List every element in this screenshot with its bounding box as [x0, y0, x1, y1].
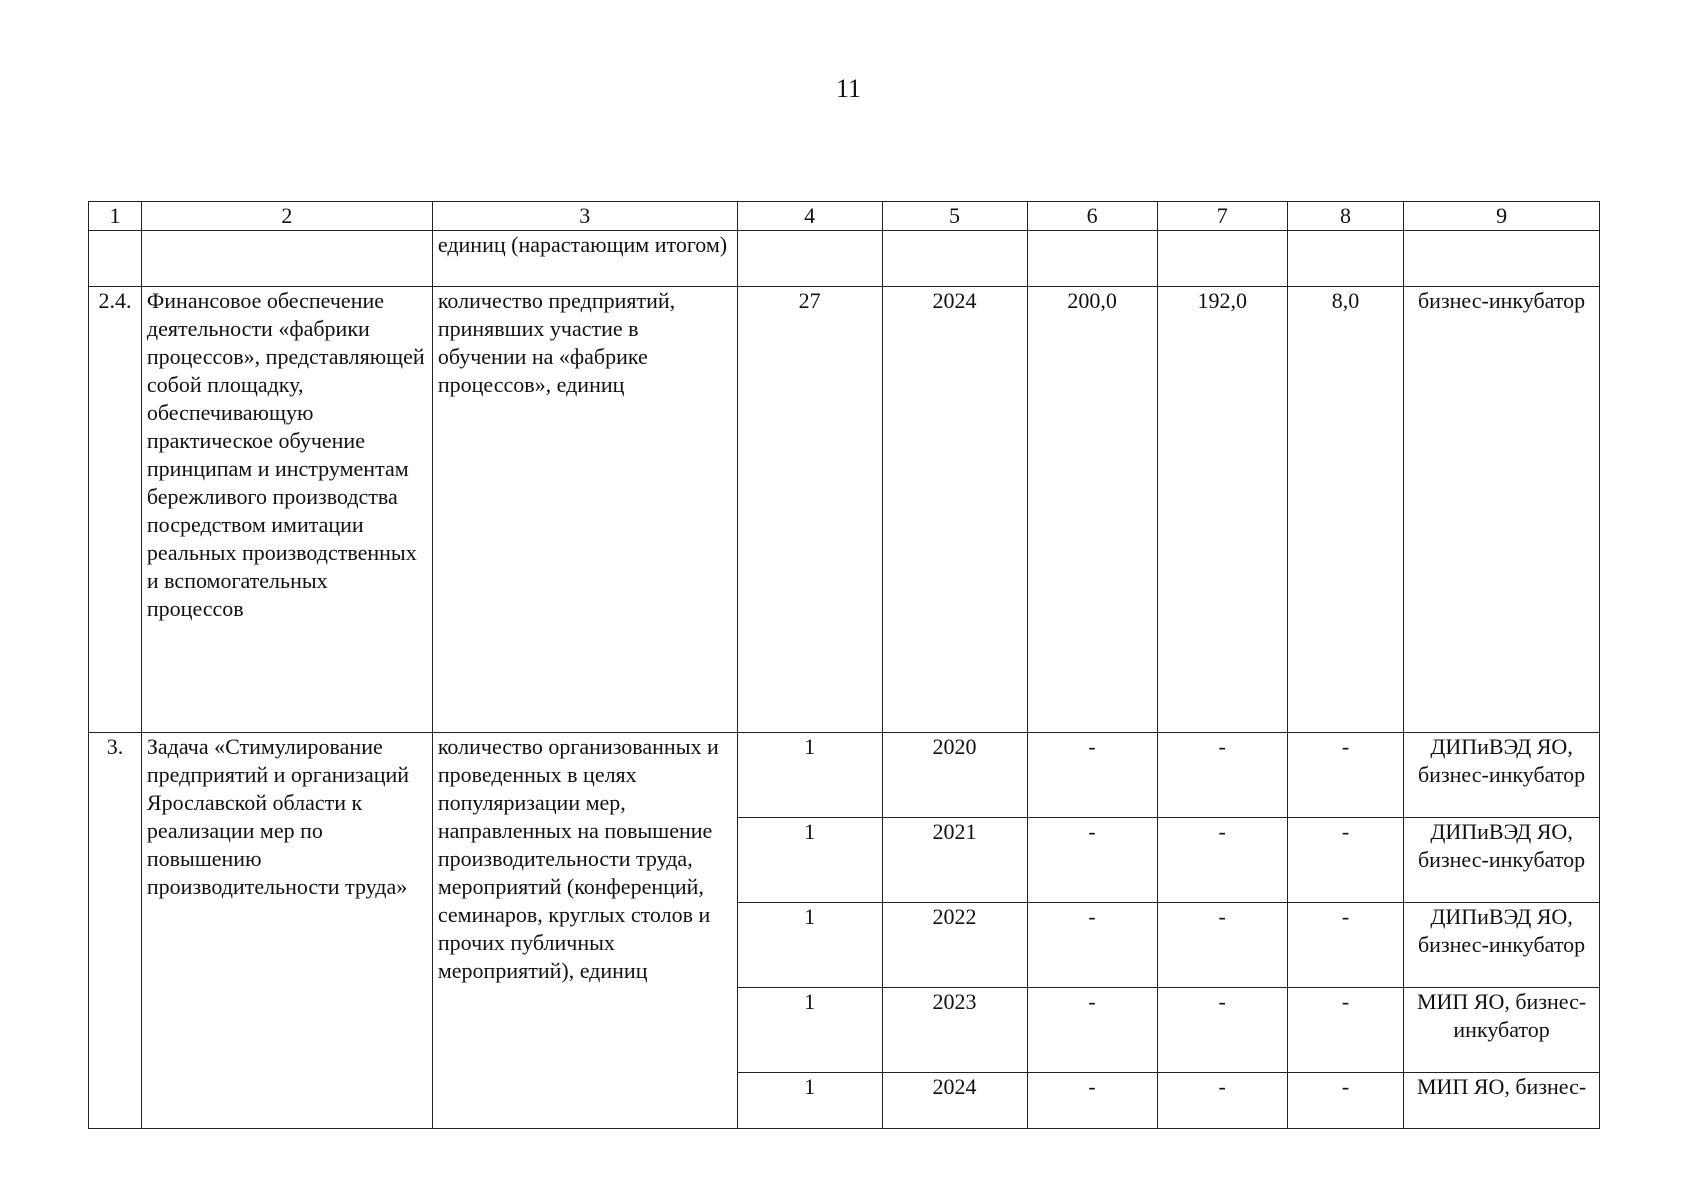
amount-col7-cell: - [1157, 733, 1287, 818]
value-cell: 27 [737, 287, 882, 733]
year-cell: 2020 [882, 733, 1027, 818]
row-number-cell: 3. [89, 733, 142, 1129]
indicator-cell: единиц (нарастающим итогом) [432, 231, 737, 287]
value-cell: 1 [737, 903, 882, 988]
table-row-2-4 [89, 287, 1600, 733]
year-cell: 2024 [882, 287, 1027, 733]
indicator-cell: количество организованных и проведенных в целях популяризации мер, направленных на повышение производительности труда, мероприятий (конференций, семинаров, круглых столов и прочих публичных мероприятий), единиц [432, 733, 737, 1129]
value-cell: 1 [737, 1073, 882, 1129]
activity-cell: Финансовое обеспечение деятельности «фабрики процессов», представляющей собой площадку, обеспечивающую практическое обучение принципам и инструментам бережливого производства посредством имитации реальных производственных и вспомогательных процессов [141, 287, 432, 733]
program-table [88, 201, 1600, 1129]
amount-col8-cell: - [1287, 988, 1403, 1073]
amount-col7-cell: - [1157, 818, 1287, 903]
value-cell: 1 [737, 733, 882, 818]
amount-col7-cell: - [1157, 903, 1287, 988]
column-number-header-row [89, 202, 1600, 231]
column-header: 3 [432, 202, 737, 231]
table-row-continued [89, 231, 1600, 287]
value-cell: 1 [737, 818, 882, 903]
amount-total-cell: - [1027, 903, 1157, 988]
indicator-cell: количество предприятий, принявших участие в обучении на «фабрике процессов», единиц [432, 287, 737, 733]
table-row-3-2020 [89, 733, 1600, 818]
executor-cell: ДИПиВЭД ЯО, бизнес-инкубатор [1404, 903, 1600, 988]
page-number: 11 [835, 74, 862, 103]
amount-total-cell: - [1027, 1073, 1157, 1129]
column-header: 7 [1157, 202, 1287, 231]
column-header: 4 [737, 202, 882, 231]
column-header: 5 [882, 202, 1027, 231]
value-cell: 1 [737, 988, 882, 1073]
amount-total-cell: 200,0 [1027, 287, 1157, 733]
amount-col8-cell: - [1287, 903, 1403, 988]
amount-col8-cell: - [1287, 818, 1403, 903]
column-header: 9 [1404, 202, 1600, 231]
year-cell: 2022 [882, 903, 1027, 988]
year-cell: 2021 [882, 818, 1027, 903]
amount-col8-cell: - [1287, 1073, 1403, 1129]
row-number-cell: 2.4. [89, 287, 142, 733]
column-header: 1 [89, 202, 142, 231]
column-header: 2 [141, 202, 432, 231]
executor-cell: бизнес-инкубатор [1404, 287, 1600, 733]
amount-col7-cell: - [1157, 988, 1287, 1073]
amount-col7-cell: 192,0 [1157, 287, 1287, 733]
amount-col8-cell: 8,0 [1287, 287, 1403, 733]
activity-cell: Задача «Стимулирование предприятий и организаций Ярославской области к реализации мер по повышению производительности труда» [141, 733, 432, 1129]
amount-total-cell: - [1027, 818, 1157, 903]
executor-cell: МИП ЯО, бизнес- [1404, 1073, 1600, 1129]
column-header: 8 [1287, 202, 1403, 231]
year-cell: 2024 [882, 1073, 1027, 1129]
executor-cell: ДИПиВЭД ЯО, бизнес-инкубатор [1404, 733, 1600, 818]
amount-total-cell: - [1027, 733, 1157, 818]
year-cell: 2023 [882, 988, 1027, 1073]
column-header: 6 [1027, 202, 1157, 231]
amount-total-cell: - [1027, 988, 1157, 1073]
executor-cell: МИП ЯО, бизнес-инкубатор [1404, 988, 1600, 1073]
amount-col8-cell: - [1287, 733, 1403, 818]
amount-col7-cell: - [1157, 1073, 1287, 1129]
executor-cell: ДИПиВЭД ЯО, бизнес-инкубатор [1404, 818, 1600, 903]
